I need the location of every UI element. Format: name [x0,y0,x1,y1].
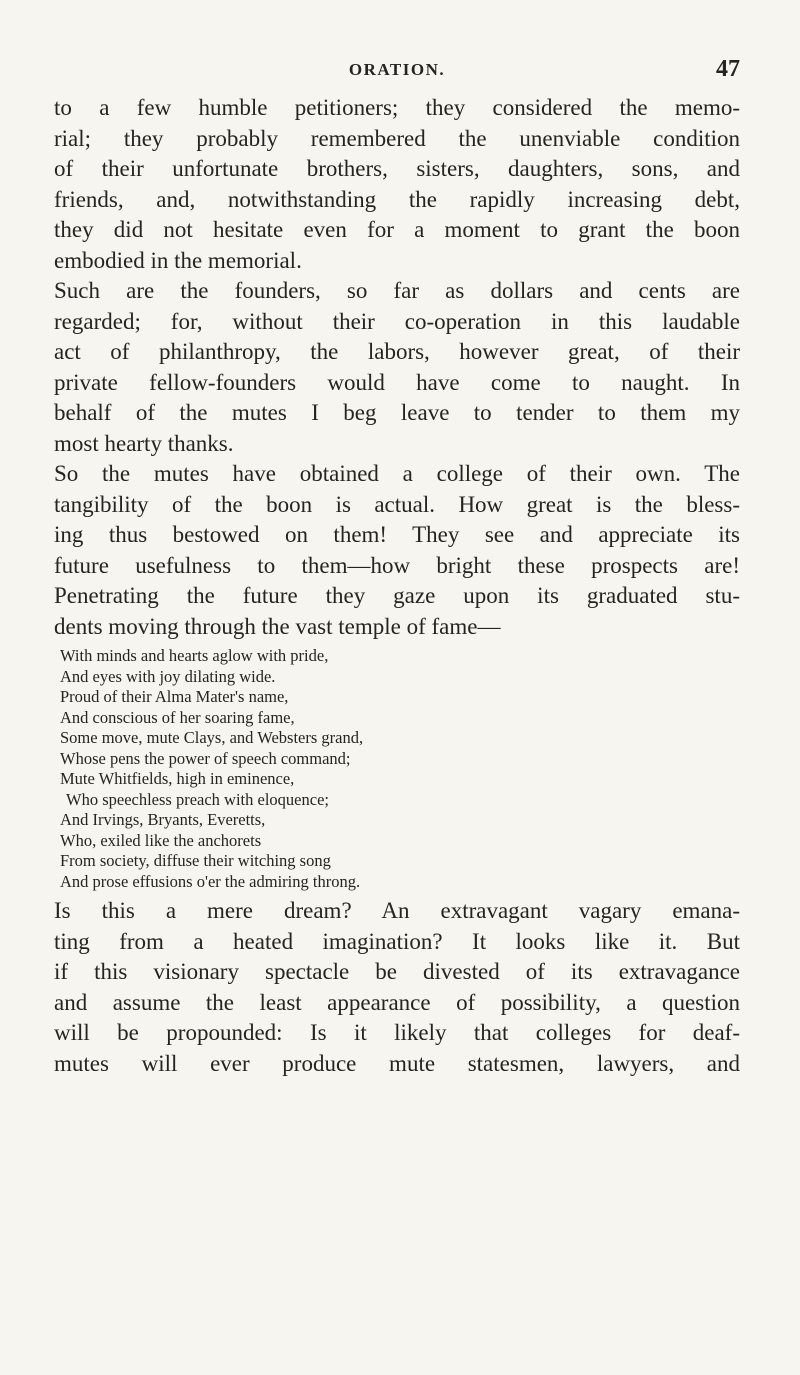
body-text [54,93,740,1079]
poem-line: And Irvings, Bryants, Everetts, [60,810,266,829]
text-line: dents moving through the vast temple of fame— [54,613,501,639]
text-line: most hearty thanks. [54,430,234,456]
poem-line: Who speechless preach with eloquence; [66,789,329,809]
poem-line: From society, diffuse their witching song [60,851,331,870]
text-line: embodied in the memorial. [54,247,302,273]
poem-line: Some move, mute Clays, and Websters grand, [60,728,364,747]
poem-block [54,646,740,892]
text-line: ting from a heated imagination? It looks like it. But [54,928,740,954]
poem-line: With minds and hearts aglow with pride, [60,646,329,665]
poem-line: Mute Whitfields, high in eminence, [60,769,295,788]
text-line: and assume the least appearance of possibility, a question [54,989,740,1015]
text-line: regarded; for, without their co-operation in this laudable [54,308,740,334]
text-line: behalf of the mutes I beg leave to tender to them my [54,400,740,425]
text-line: private fellow-founders would have come to naught. In [54,369,740,395]
text-line: if this visionary spectacle be divested of its extravagance [54,959,740,984]
text-line: of their unfortunate brothers, sisters, daughters, sons, and [54,156,740,181]
poem-line: And conscious of her soaring fame, [60,707,295,727]
poem-line: Whose pens the power of speech command; [60,748,351,768]
text-line: ing thus bestowed on them! They see and appreciate its [54,522,740,547]
text-line: rial; they probably remembered the unenviable condition [54,125,740,151]
text-line: they did not hesitate even for a moment to grant the boon [54,217,740,242]
poem-line: And prose effusions o'er the admiring throng. [60,871,361,891]
text-line: Such are the founders, so far as dollars and cents are [54,278,740,303]
running-title: ORATION. [348,60,446,79]
text-line: act of philanthropy, the labors, however great, of their [54,339,740,364]
text-line: will be propounded: Is it likely that colleges for deaf- [54,1020,740,1045]
text-line: future usefulness to them—how bright these prospects are! [54,552,740,578]
text-line: friends, and, notwithstanding the rapidly increasing debt, [54,186,740,212]
running-head [54,56,740,86]
poem-line: Proud of their Alma Mater's name, [60,687,289,706]
text-line: tangibility of the boon is actual. How great is the bless- [54,491,740,517]
poem-line: Who, exiled like the anchorets [60,830,262,850]
text-line: mutes will ever produce mute statesmen, lawyers, and [54,1050,740,1076]
text-line: to a few humble petitioners; they considered the memo- [54,95,740,120]
text-line: Penetrating the future they gaze upon its graduated stu- [54,583,740,608]
text-line: Is this a mere dream? An extravagant vagary emana- [54,898,740,923]
text-line: So the mutes have obtained a college of their own. The [54,461,740,486]
poem-line: And eyes with joy dilating wide. [60,666,276,686]
page-number: 47 [716,56,740,82]
